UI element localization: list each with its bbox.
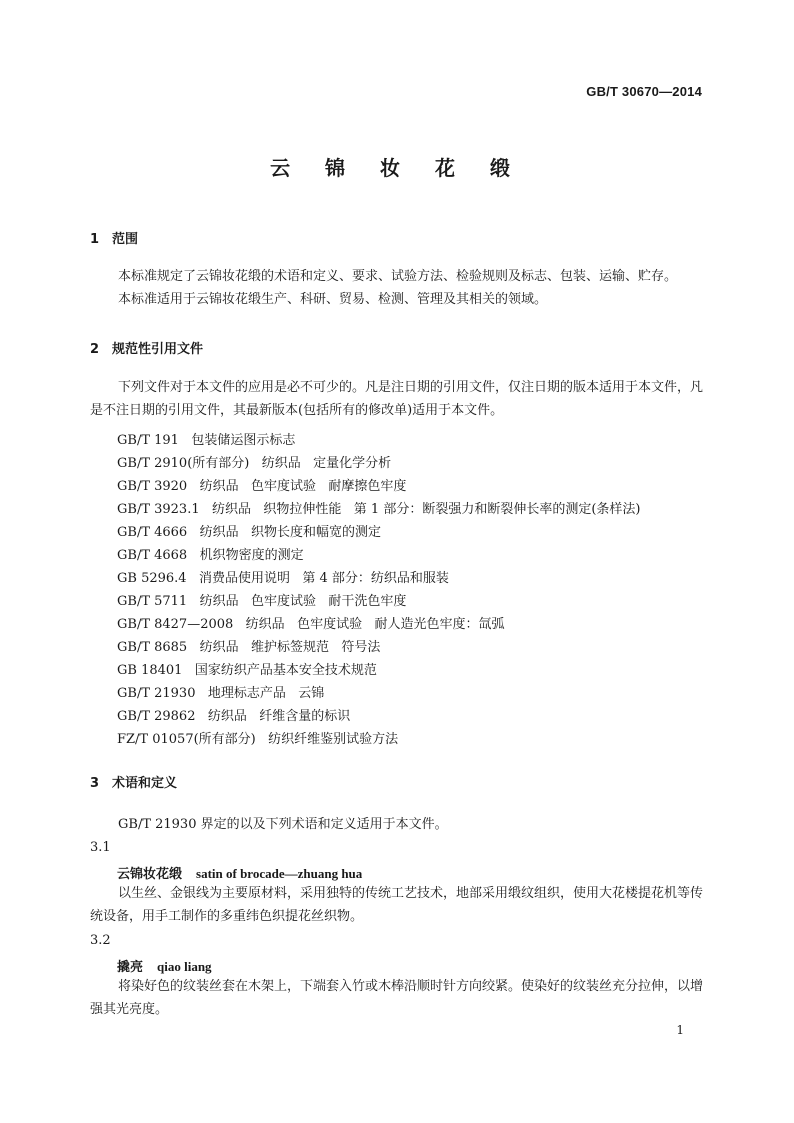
section-number: 3 — [90, 776, 100, 791]
reference-item: GB/T 4666 纺织品 织物长度和幅宽的测定 — [117, 525, 381, 540]
reference-item: GB/T 29862 纺织品 纤维含量的标识 — [117, 709, 351, 724]
reference-item: GB/T 3923.1 纺织品 织物拉伸性能 第 1 部分：断裂强力和断裂伸长率的测定(条样法) — [117, 502, 641, 517]
scope-paragraph-1: 本标准规定了云锦妆花缎的术语和定义、要求、试验方法、检验规则及标志、包装、运输、贮存。 — [118, 269, 678, 284]
scope-paragraph-2: 本标准适用于云锦妆花缎生产、科研、贸易、检测、管理及其相关的领域。 — [118, 292, 548, 307]
reference-item: GB/T 5711 纺织品 色牢度试验 耐干洗色牢度 — [117, 594, 407, 609]
term-heading — [117, 956, 212, 975]
section-number: 2 — [90, 342, 100, 357]
term-en: qiao liang — [157, 959, 212, 974]
term-zh: 云锦妆花缎 — [117, 867, 183, 882]
section-title: 规范性引用文件 — [112, 342, 204, 357]
section-title: 范围 — [112, 232, 139, 247]
reference-item: GB/T 2910(所有部分) 纺织品 定量化学分析 — [117, 456, 392, 471]
document-title: 云 锦 妆 花 缎 — [270, 156, 524, 180]
section-title: 术语和定义 — [112, 776, 178, 791]
reference-item: GB/T 4668 机织物密度的测定 — [117, 548, 304, 563]
reference-item: GB/T 21930 地理标志产品 云锦 — [117, 686, 325, 701]
page-number: 1 — [676, 1023, 684, 1037]
section-number: 1 — [90, 232, 100, 247]
reference-item: GB 18401 国家纺织产品基本安全技术规范 — [117, 663, 377, 678]
term-definition: 将染好色的纹装丝套在木架上，下端套入竹或木棒沿顺时针方向绞紧。使染好的纹装丝充分拉伸，以增强其光亮度。 — [90, 979, 704, 1017]
term-number: 3.1 — [90, 840, 111, 855]
term-heading — [117, 863, 362, 882]
section-heading-terms — [90, 772, 177, 791]
section-heading-references — [90, 338, 203, 357]
term-number: 3.2 — [90, 933, 111, 948]
reference-item: GB/T 191 包装储运图示标志 — [117, 433, 296, 448]
term-definition: 以生丝、金银线为主要原材料，采用独特的传统工艺技术，地部采用缎纹组织，使用大花楼提花机等传统设备，用手工制作的多重纬色织提花丝织物。 — [90, 886, 704, 924]
references-intro: 下列文件对于本文件的应用是必不可少的。凡是注日期的引用文件，仅注日期的版本适用于本文件，凡是不注日期的引用文件，其最新版本(包括所有的修改单)适用于本文件。 — [90, 380, 704, 418]
term-en: satin of brocade—zhuang hua — [196, 866, 363, 881]
section-heading-scope — [90, 228, 138, 247]
reference-item: FZ/T 01057(所有部分) 纺织纤维鉴别试验方法 — [117, 732, 399, 747]
terms-intro: GB/T 21930 界定的以及下列术语和定义适用于本文件。 — [118, 817, 448, 832]
standard-code: GB/T 30670—2014 — [586, 84, 702, 99]
reference-item: GB 5296.4 消费品使用说明 第 4 部分：纺织品和服装 — [117, 571, 449, 586]
term-zh: 撬亮 — [117, 960, 144, 975]
reference-item: GB/T 3920 纺织品 色牢度试验 耐摩擦色牢度 — [117, 479, 407, 494]
reference-item: GB/T 8685 纺织品 维护标签规范 符号法 — [117, 640, 381, 655]
reference-item: GB/T 8427—2008 纺织品 色牢度试验 耐人造光色牢度：氙弧 — [117, 617, 505, 632]
